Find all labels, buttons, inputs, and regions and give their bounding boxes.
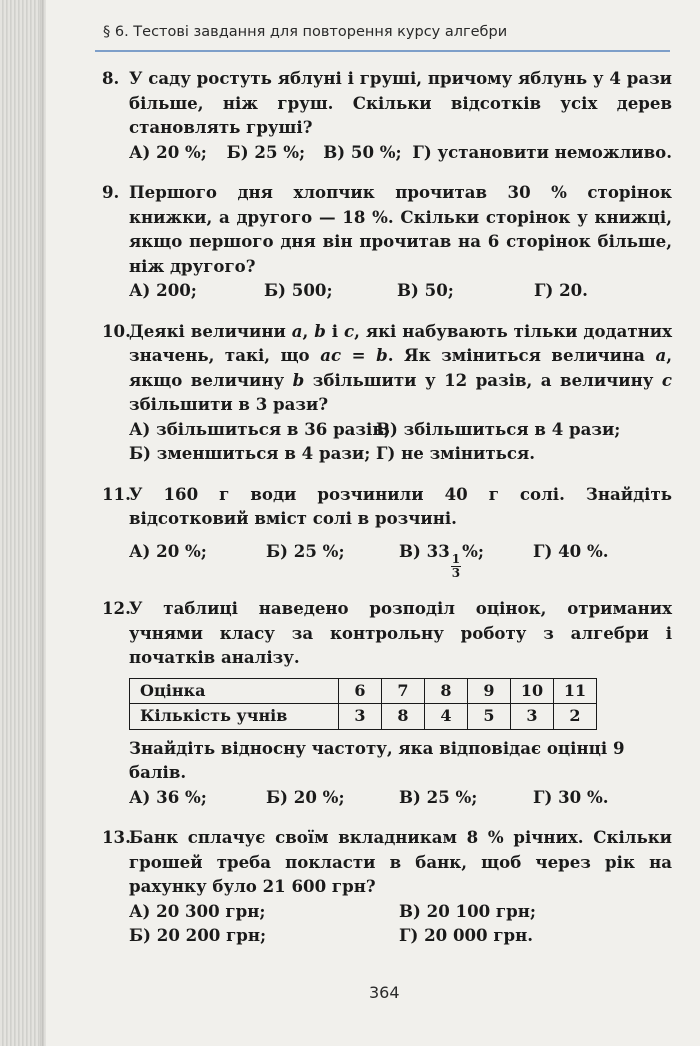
header-rule (95, 50, 670, 52)
task-12 (102, 596, 672, 809)
page-number: 364 (369, 983, 400, 1002)
task-11 (102, 482, 672, 581)
option-c: В) 20 100 грн; (399, 900, 536, 921)
option-d: Г) установити неможливо. (412, 141, 672, 162)
task-text: Деякі величини a, b і c, які набувають тільки додатних значень, такі, що ac = b. Як зміниться величина a, якщо величину b збільшити у 12 разів, а величину c збільшити в 3 рази? (129, 320, 673, 414)
running-header: § 6. Тестові завдання для повторення курсу алгебри (103, 24, 508, 40)
option-b: Б) зменшиться в 4 рази; (129, 443, 371, 463)
option-c: В) 33 $\frac{1}{3}$ %; (399, 540, 485, 581)
option-b: Б) 25 %; (226, 141, 306, 162)
equation: ac = b (320, 345, 388, 365)
fraction-one-third: $\frac{1}{3}$ (451, 552, 461, 581)
table-cell: 7 (382, 678, 425, 704)
option-d: Г) 30 %. (533, 786, 609, 807)
table-cell: 8 (425, 678, 468, 704)
task-number: 8. (102, 68, 120, 88)
option-c: В) 25 %; (399, 786, 478, 807)
task-text: Першого дня хлопчик прочитав 30 % сторінок книжки, а другого — 18 %. Скільки сторінок у книжці, якщо першого дня він прочитав на 6 сторінок більше, ніж другого? (129, 182, 672, 276)
table-cell: 9 (468, 678, 511, 704)
task-question: Знайдіть відносну частоту, яка відповідає оцінці 9 балів. (129, 737, 625, 783)
option-d: Г) 40 %. (533, 540, 609, 561)
task-text: Банк сплачує своїм вкладникам 8 % річних. Скільки грошей треба покласти в банк, щоб через рік на рахунку було 21 600 грн? (129, 827, 672, 897)
option-d: Г) 20. (534, 280, 588, 300)
task-number: 13. (102, 827, 131, 848)
option-b: Б) 20 %; (266, 786, 345, 807)
option-b: Б) 500; (264, 280, 333, 300)
task-number: 9. (102, 182, 120, 202)
option-a: А) 36 %; (129, 786, 207, 807)
table-cell: 5 (468, 704, 511, 730)
task-text: У таблиці наведено розподіл оцінок, отриманих учнями класу за контрольну роботу з алгебри і початків аналізу. (129, 598, 672, 668)
task-text: У саду ростуть яблуні і груші, причому яблунь у 4 рази більше, ніж груш. Скільки відсотків усіх дерев становлять груші? (129, 68, 672, 137)
option-b: Б) 25 %; (266, 540, 345, 561)
option-d: Г) 20 000 грн. (399, 925, 534, 946)
table-header-grade: Оцінка (130, 678, 339, 704)
grades-table (129, 678, 597, 730)
option-a: А) збільшиться в 36 разів; (129, 418, 390, 439)
option-a: А) 200; (129, 280, 197, 300)
option-c: В) збільшиться в 4 рази; (376, 418, 621, 439)
option-a: А) 20 %; (129, 141, 207, 162)
option-b: Б) 20 200 грн; (129, 925, 267, 946)
task-text: У 160 г води розчинили 40 г солі. Знайдіть відсотковий вміст солі в розчині. (129, 483, 672, 528)
task-8 (102, 66, 672, 164)
table-cell: 4 (425, 704, 468, 730)
table-cell: 10 (511, 678, 554, 704)
task-number: 12. (102, 598, 131, 619)
table-row (130, 678, 597, 704)
task-10 (102, 319, 672, 466)
book-page-edges (0, 0, 46, 1046)
table-header-count: Кількість учнів (130, 704, 339, 730)
task-13 (102, 825, 672, 948)
table-cell: 3 (339, 704, 382, 730)
task-9 (102, 180, 672, 303)
task-number: 10. (102, 320, 131, 341)
table-cell: 8 (382, 704, 425, 730)
table-cell: 6 (339, 678, 382, 704)
table-row (130, 704, 597, 730)
page-content (102, 66, 672, 964)
option-c: В) 50; (397, 280, 454, 300)
task-number: 11. (102, 483, 131, 504)
option-d: Г) не зміниться. (376, 443, 536, 463)
table-cell: 3 (511, 704, 554, 730)
table-cell: 2 (554, 704, 597, 730)
table-cell: 11 (554, 678, 597, 704)
option-a: А) 20 300 грн; (129, 900, 266, 921)
option-a: А) 20 %; (129, 540, 207, 561)
option-c: В) 50 %; (323, 141, 402, 162)
